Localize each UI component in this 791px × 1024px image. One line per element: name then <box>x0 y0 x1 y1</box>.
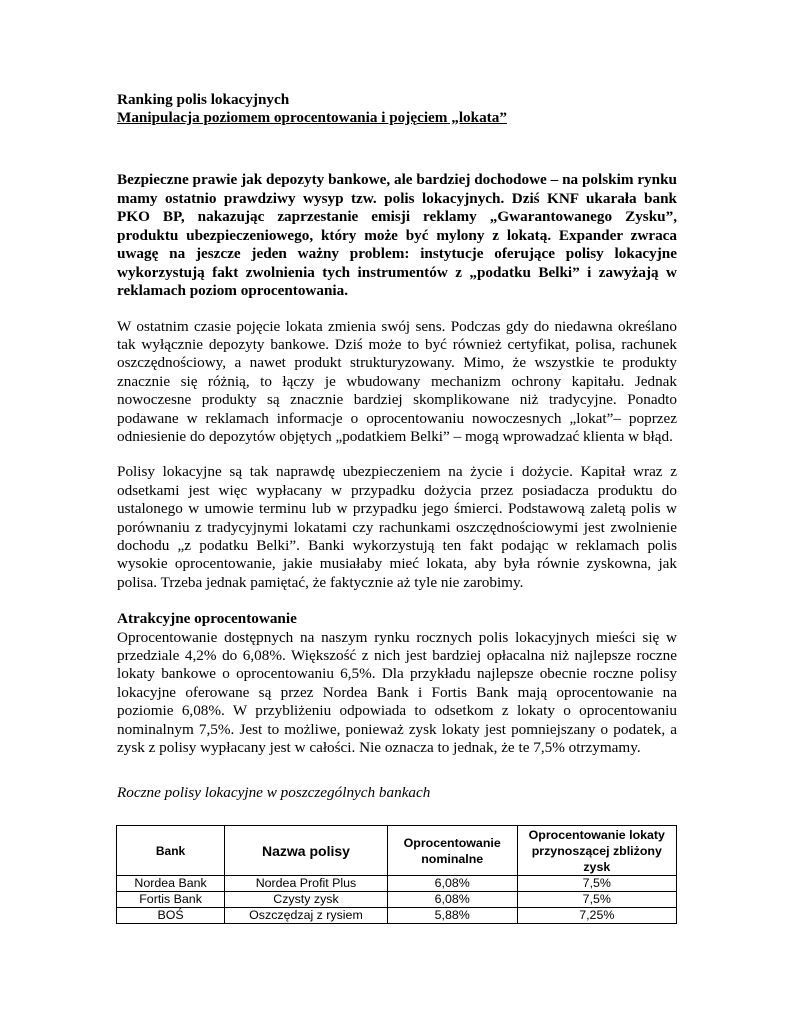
policy-rates-table <box>116 825 677 924</box>
table-row <box>117 892 677 908</box>
section-paragraph: Oprocentowanie dostępnych na naszym rynku rocznych polis lokacyjnych mieści się w przedziale 4,2% do 6,08%. Większość z nich jest bardziej opłacalna niż najlepsze roczne lokaty bankowe o oprocentowaniu 6,5%. Dla przykładu najlepsze obecnie roczne polisy lokacyjne oferowane są przez Nordea Bank i Fortis Bank mają oprocentowanie na poziomie 6,08%. W przybliżeniu odpowiada to odsetkom z lokaty o oprocentowaniu nominalnym 7,5%. Jest to możliwe, ponieważ zysk lokaty jest pomniejszany o podatek, a zysk z polisy wypłacany jest w całości. Nie oznacza to jednak, że te 7,5% otrzymamy. <box>117 628 677 757</box>
header-nominal-rate: Oprocentowanie nominalne <box>387 826 517 876</box>
table-row <box>117 908 677 924</box>
document-body <box>117 91 677 802</box>
lead-paragraph: Bezpieczne prawie jak depozyty bankowe, ale bardziej dochodowe – na polskim rynku mamy ostatnio prawdziwy wysyp tzw. polis lokacyjnych. Dziś KNF ukarała bank PKO BP, nakazując zaprzestanie emisji reklamy „Gwarantowanego Zysku”, produktu ubezpieczeniowego, który może być mylony z lokatą. Expander zwraca uwagę na jeszcze jeden ważny problem: instytucje oferujące polisy lokacyjne wykorzystują fakt zwolnienia tych instrumentów z „podatku Belki” i zawyżają w reklamach poziom oprocentowania. <box>117 171 677 299</box>
header-deposit-rate: Oprocentowanie lokaty przynoszącej zbliżony zysk <box>517 826 676 876</box>
cell-nominal-rate: 6,08% <box>387 876 517 892</box>
cell-deposit-rate: 7,5% <box>517 876 676 892</box>
cell-deposit-rate: 7,25% <box>517 908 676 924</box>
document-title: Ranking polis lokacyjnych <box>117 91 290 108</box>
document-subtitle: Manipulacja poziomem oprocentowania i pojęciem „lokata” <box>117 109 507 126</box>
body-paragraph-1: W ostatnim czasie pojęcie lokata zmienia swój sens. Podczas gdy do niedawna określano tak wyłącznie depozyty bankowe. Dziś może to być również certyfikat, polisa, rachunek oszczędnościowy, a nawet produkt strukturyzowany. Mimo, że wszystkie te produkty znacznie się różnią, to łączy je wbudowany mechanizm ochrony kapitału. Jednak nowoczesne produkty są znacznie bardziej skomplikowane niż tradycyjne. Ponadto podawane w reklamach informacje o oprocentowaniu nowoczesnych „lokat”– poprzez odniesienie do depozytów objętych „podatkiem Belki” – mogą wprowadzać klienta w błąd. <box>117 317 677 445</box>
cell-bank: Nordea Bank <box>117 876 225 892</box>
body-paragraph-2: Polisy lokacyjne są tak naprawdę ubezpieczeniem na życie i dożycie. Kapitał wraz z odsetkami jest więc wypłacany w przypadku dożycia przez posiadacza produktu do ustalonego w umowie terminu lub w przypadku jego śmierci. Podstawową zaletą polis w porównaniu z tradycyjnymi lokatami czy rachunkami oszczędnościowymi jest zwolnienie dochodu „z podatku Belki”. Banki wykorzystują ten fakt podając w reklamach polis wysokie oprocentowanie, jakie musiałaby mieć lokata, aby była równie zyskowna, jak polisa. Trzeba jednak pamiętać, że faktycznie aż tyle nie zarobimy. <box>117 463 677 591</box>
table-caption: Roczne polisy lokacyjne w poszczególnych bankach <box>117 784 431 802</box>
cell-policy-name: Nordea Profit Plus <box>225 876 388 892</box>
cell-bank: BOŚ <box>117 908 225 924</box>
header-bank: Bank <box>117 826 225 876</box>
cell-bank: Fortis Bank <box>117 892 225 908</box>
table-header-row <box>117 826 677 876</box>
section-heading: Atrakcyjne oprocentowanie <box>117 610 297 628</box>
cell-nominal-rate: 6,08% <box>387 892 517 908</box>
cell-policy-name: Oszczędzaj z rysiem <box>225 908 388 924</box>
table-row <box>117 876 677 892</box>
cell-policy-name: Czysty zysk <box>225 892 388 908</box>
cell-nominal-rate: 5,88% <box>387 908 517 924</box>
header-policy-name: Nazwa polisy <box>225 826 388 876</box>
cell-deposit-rate: 7,5% <box>517 892 676 908</box>
title-block <box>117 91 677 127</box>
